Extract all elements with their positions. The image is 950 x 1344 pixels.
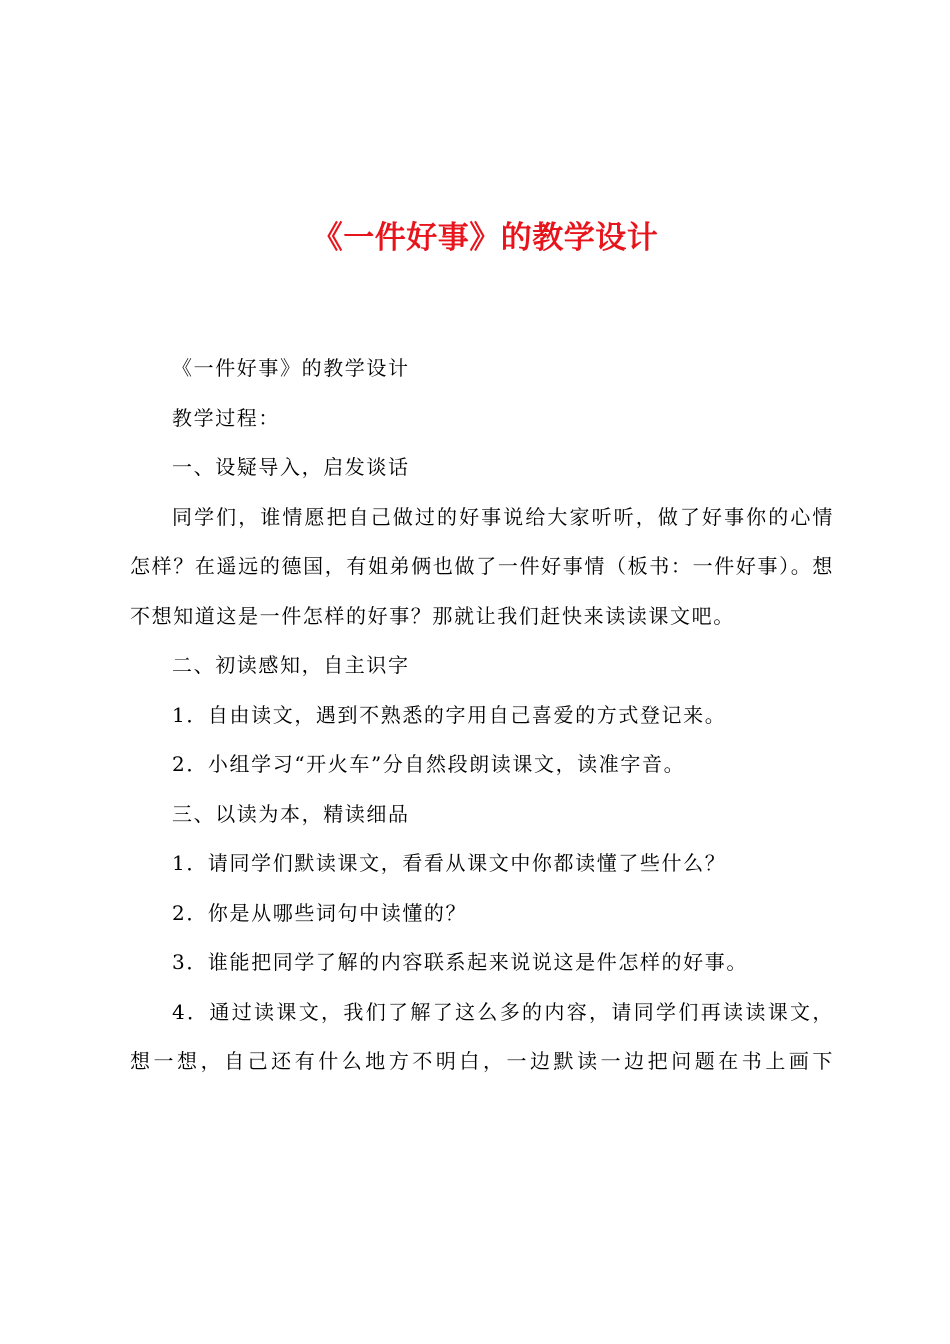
document-body	[130, 344, 834, 1087]
list-item: 2．小组学习“开火车”分自然段朗读课文，读准字音。	[172, 752, 686, 776]
list-item: 4．通过读课文，我们了解了这么多的内容，请同学们再读读课文，想一想，自己还有什么地方不明白，一边默读一边把问题在书上画下	[130, 999, 834, 1073]
list-item: 3．谁能把同学了解的内容联系起来说说这是件怎样的好事。	[172, 950, 748, 974]
section-heading-3: 三、以读为本，精读细品	[172, 801, 410, 826]
list-item: 1．请同学们默读课文，看看从课文中你都读懂了些什么？	[172, 851, 727, 875]
list-item: 2．你是从哪些词句中读懂的？	[172, 900, 468, 925]
paragraph-process-heading: 教学过程：	[172, 405, 280, 430]
section-heading-1: 一、设疑导入，启发谈话	[172, 455, 410, 479]
section-heading-2: 二、初读感知，自主识字	[172, 653, 410, 677]
document-title: 《一件好事》的教学设计	[311, 220, 659, 256]
paragraph-subtitle: 《一件好事》的教学设计	[172, 356, 410, 380]
list-item: 1．自由读文，遇到不熟悉的字用自己喜爱的方式登记来。	[172, 702, 727, 727]
paragraph-intro: 同学们，谁情愿把自己做过的好事说给大家听听，做了好事你的心情怎样？在遥远的德国，有姐弟俩也做了一件好事情（板书：一件好事）。想不想知道这是一件怎样的好事？那就让我们赶快来读读课文吧。	[130, 504, 834, 628]
